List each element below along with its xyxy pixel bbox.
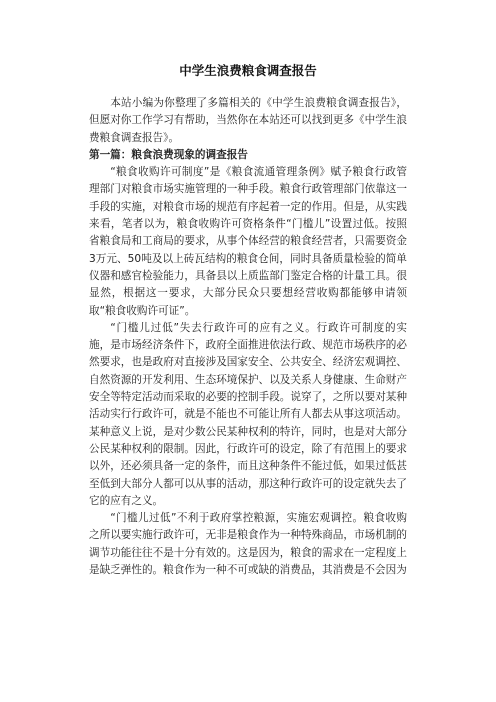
body-paragraph-3: “门槛儿过低”不利于政府掌控粮源，实施宏观调控。粮食收购之所以要实施行政许可，无非是粮食作为一种特殊商品，市场机制的调节功能往往不是十分有效的。这是因为，粮食的需求在一定程度上是缺乏弹性的。粮食作为一种不可或缺的消费品，其消费是不会因为 [89, 512, 407, 577]
page-title: 中学生浪费粮食调查报告 [179, 63, 317, 78]
body-paragraph-2: “门槛儿过低”失去行政许可的应有之义。行政许可制度的实施，是市场经济条件下，政府全面推进依法行政、规范市场秩序的必然要求，也是政府对直接涉及国家安全、公共安全、经济宏观调控、自然资源的开发利用、生态环境保护、以及关系人身健康、生命财产安全等特定活动而采取的必要的控制手段。说穿了，之所以要对某种活动实行行政许可，就是不能也不可能让所有人都去从事这项活动。某种意义上说，是对少数公民某种权利的特许，同时，也是对大部分公民某种权利的限制。因此，行政许可的设定，除了有范围上的要求以外，还必须具备一定的条件，而且这种条件不能过低，如果过低甚至低到大部分人都可以从事的活动，那这种行政许可的设定就失去了它的应有之义。 [89, 321, 407, 507]
document-body [89, 95, 407, 579]
section-heading: 第一篇：粮食浪费现象的调查报告 [89, 148, 248, 161]
body-paragraph-1: “粮食收购许可制度”是《粮食流通管理条例》赋予粮食行政管理部门对粮食市场实施管理的一种手段。粮食行政管理部门依靠这一手段的实施，对粮食市场的规范有序起着一定的作用。但是，从实践来看，笔者以为，粮食收购许可资格条件“门槛儿”设置过低。按照省粮食局和工商局的要求，从事个体经营的粮食经营者，只需要资金3万元、50吨及以上砖瓦结构的粮食仓间，同时具备质量检验的简单仪器和感官检验能力，具备县以上质监部门鉴定合格的计量工具。很显然，根据这一要求，大部分民众只要想经营收购都能够申请领取“粮食收购许可证”。 [89, 166, 407, 317]
intro-paragraph: 本站小编为你整理了多篇相关的《中学生浪费粮食调查报告》，但愿对你工作学习有帮助，当然你在本站还可以找到更多《中学生浪费粮食调查报告》。 [89, 97, 407, 144]
